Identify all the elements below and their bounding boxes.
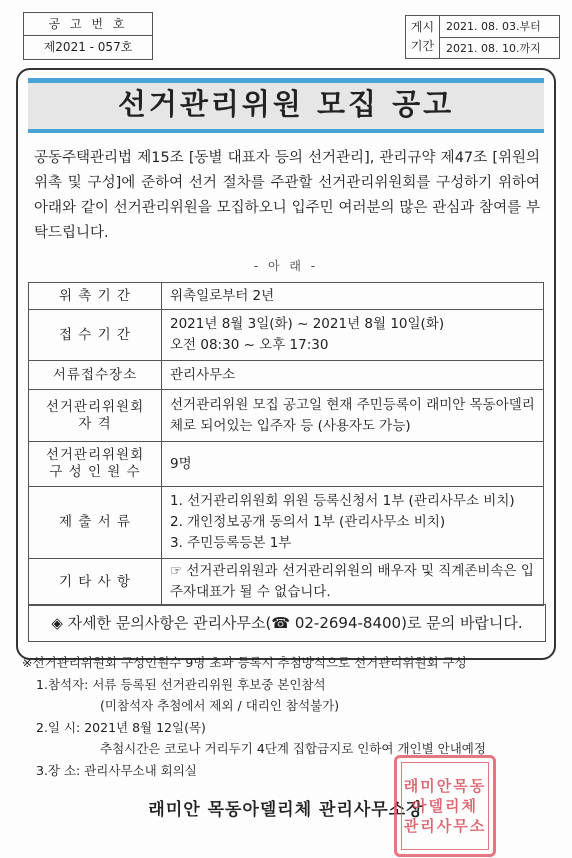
period-line-1: 2021년 8월 3일(화) ~ 2021년 8월 10일(화): [170, 316, 445, 332]
footer-signature: 래미안 목동아델리체 관리사무소장: [148, 800, 424, 820]
section-separator: - 아 래 -: [253, 259, 319, 273]
posting-period-box: [405, 15, 560, 59]
document-item-3: 3. 주민등록등본 1부: [170, 535, 292, 551]
recruitment-table: [28, 282, 544, 606]
table-row: [29, 283, 544, 310]
note-attendee: 1.참석자: 서류 등록된 선거관리위원 후보중 본인참석: [36, 676, 326, 692]
row-key-other: 기 타 사 항: [29, 559, 162, 606]
official-seal-icon: [394, 755, 496, 857]
posting-label-1: 게시: [410, 20, 435, 34]
posting-period-values: [440, 16, 559, 58]
table-row: [29, 361, 544, 390]
row-key-qualification: 선거관리위원회 자 격: [29, 390, 162, 442]
row-value-documents: [162, 487, 544, 559]
document-item-2: 2. 개인정보공개 동의서 1부 (관리사무소 비치): [170, 514, 446, 530]
document-item-1: 1. 선거관리위원회 위원 등록신청서 1부 (관리사무소 비치): [170, 493, 515, 509]
notice-number-label: 공 고 번 호: [24, 13, 152, 36]
posting-label-2: 기간: [410, 39, 435, 53]
notice-number-box: [23, 12, 153, 60]
table-row: [29, 442, 544, 487]
seal-mark: 래미안목동 아델리체 관리사무소: [401, 762, 489, 850]
note-datetime: 2.일 시: 2021년 8월 12일(목): [36, 719, 206, 735]
row-key-place: 서류접수장소: [29, 361, 162, 390]
note-datetime-detail: 추첨시간은 코로나 거리두기 4단계 집합금지로 인하여 개인별 안내예정: [100, 741, 486, 756]
row-value-headcount: 9명: [162, 442, 544, 487]
table-row: [29, 390, 544, 442]
inquiry-box: ◈ 자세한 문의사항은 관리사무소(☎ 02-2694-8400)로 문의 바랍니다.: [28, 604, 546, 642]
intro-paragraph: 공동주택관리법 제15조 [동별 대표자 등의 선거관리], 관리규약 제47조 [위원의 위촉 및 구성]에 준하여 선거 절차를 주관할 선거관리위원회를 구성하기 위하여 아래와 같이 선거관리위원을 모집하오니 입주민 여러분의 많은 관심과 참여를 부탁드립니다.: [34, 150, 540, 241]
row-value-place: 관리사무소: [162, 361, 544, 390]
table-row: [29, 559, 544, 606]
row-value-other: ☞ 선거관리위원과 선거관리위원의 배우자 및 직계존비속은 입주자대표가 될 수 없습니다.: [162, 559, 544, 606]
notes-headline: ※선거관리위원회 구성인원수 9명 초과 등록시 추첨방식으로 선거관리위원회 구성: [22, 655, 467, 670]
posting-from: 2021. 08. 03.부터: [440, 16, 559, 38]
row-key-documents: 제 출 서 류: [29, 487, 162, 559]
page-title: 선거관리위원 모집 공고: [117, 87, 455, 121]
row-key-headcount: 선거관리위원회 구 성 인 원 수: [29, 442, 162, 487]
row-value-term: 위촉일로부터 2년: [162, 283, 544, 310]
notice-number-value: 제2021 - 057호: [43, 40, 133, 54]
table-row: [29, 310, 544, 361]
note-attendee-detail: (미참석자 추첨에서 제외 / 대리인 참석불가): [100, 698, 340, 713]
table-row: [29, 487, 544, 559]
period-line-2: 오전 08:30 ~ 오후 17:30: [170, 337, 329, 353]
row-value-period: [162, 310, 544, 361]
row-key-term: 위 촉 기 간: [29, 283, 162, 310]
row-key-period: 접 수 기 간: [29, 310, 162, 361]
posting-to: 2021. 08. 10.까지: [446, 42, 541, 55]
note-place: 3.장 소: 관리사무소내 회의실: [36, 762, 197, 778]
row-value-qualification: 선거관리위원 모집 공고일 현재 주민등록이 래미안 목동아델리체로 되어있는 입주자 등 (사용자도 가능): [162, 390, 544, 442]
posting-period-label: [406, 16, 440, 58]
